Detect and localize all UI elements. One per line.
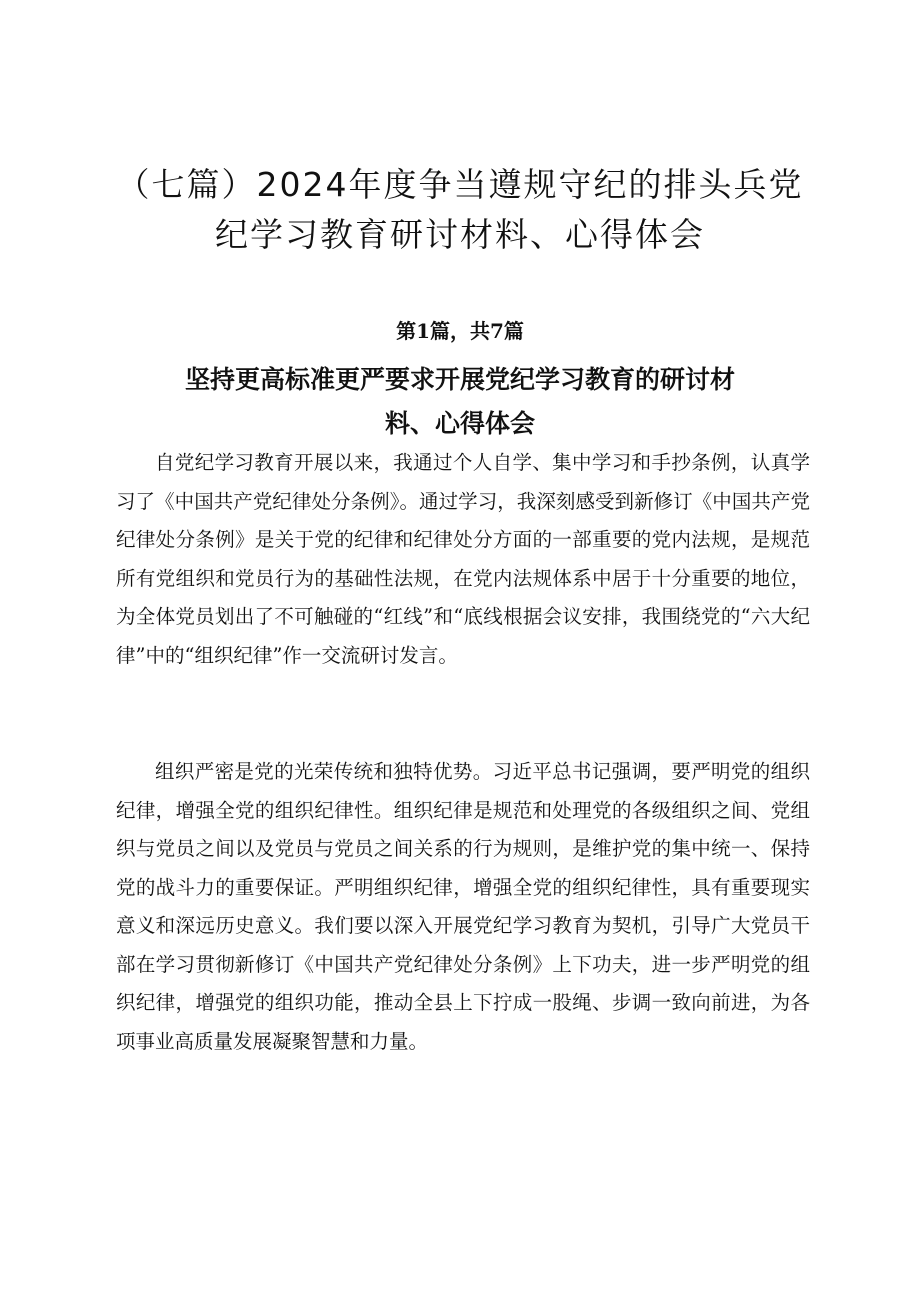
part-label: 第1篇，共7篇	[396, 319, 524, 343]
body-paragraph: 自党纪学习教育开展以来，我通过个人自学、集中学习和手抄条例，认真学习了《中国共产党纪律处分条例》。通过学习，我深刻感受到新修订《中国共产党纪律处分条例》是关于党的纪律和纪律处分方面的一部重要的党内法规，是规范所有党组织和党员行为的基础性法规，在党内法规体系中居于十分重要的地位，为全体党员划出了不可触碰的“红线”和“底线根据会议安排，我围绕党的“六大纪律”中的“组织纪律”作一交流研讨发言。	[116, 451, 810, 667]
document-title-line-1: （七篇）2024年度争当遵规守纪的排头兵党	[116, 165, 804, 204]
document-title-line-2: 纪学习教育研讨材料、心得体会	[215, 215, 705, 254]
body-paragraph: 组织严密是党的光荣传统和独特优势。习近平总书记强调，要严明党的组织纪律，增强全党的组织纪律性。组织纪律是规范和处理党的各级组织之间、党组织与党员之间以及党员与党员之间关系的行为规则，是维护党的集中统一、保持党的战斗力的重要保证。严明组织纪律，增强全党的组织纪律性，具有重要现实意义和深远历史意义。我们要以深入开展党纪学习教育为契机，引导广大党员干部在学习贯彻新修订《中国共产党纪律处分条例》上下功夫，进一步严明党的组织纪律，增强党的组织功能，推动全县上下拧成一股绳、步调一致向前进，为各项事业高质量发展凝聚智慧和力量。	[116, 760, 810, 1053]
article-title-line-1: 坚持更高标准更严要求开展党纪学习教育的研讨材	[184, 365, 735, 394]
article-title-line-2: 料、心得体会	[384, 409, 535, 438]
article-title	[130, 358, 790, 446]
document-title	[100, 160, 820, 260]
